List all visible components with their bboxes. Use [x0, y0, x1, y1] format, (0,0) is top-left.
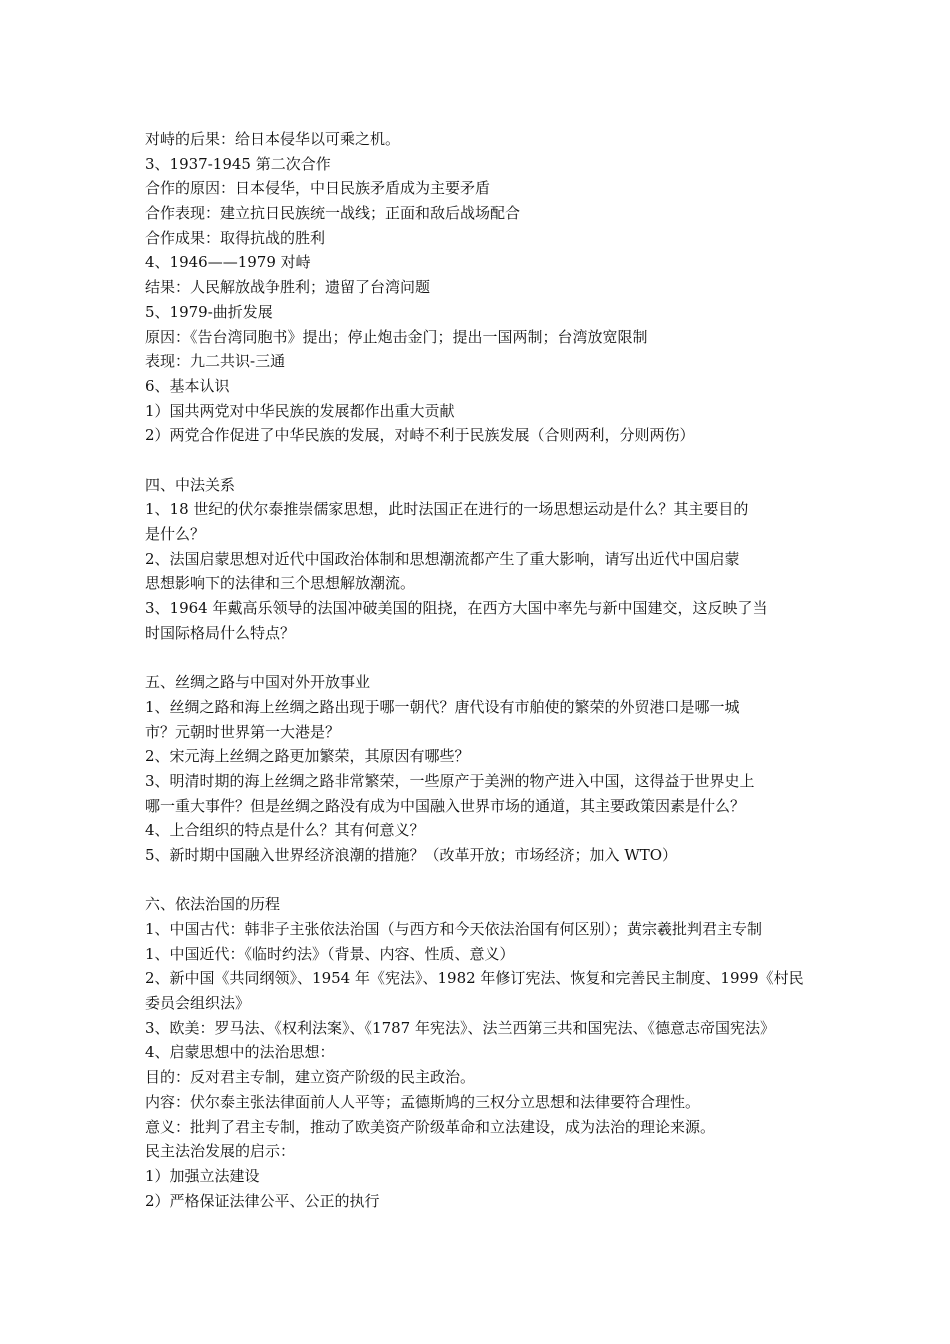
text-line: 意义：批判了君主专制，推动了欧美资产阶级革命和立法建设，成为法治的理论来源。 [145, 1117, 716, 1136]
text-line: 合作成果：取得抗战的胜利 [145, 228, 326, 247]
document-body [145, 127, 815, 1213]
text-line: 对峙的后果：给日本侵华以可乘之机。 [145, 130, 401, 148]
text-line: 表现：九二共识-三通 [145, 352, 286, 371]
text-line: 结果：人民解放战争胜利；遗留了台湾问题 [145, 278, 431, 297]
text-line: 是什么？ [145, 525, 206, 543]
text-line: 2）两党合作促进了中华民族的发展，对峙不利于民族发展（合则两利，分则两伤） [145, 426, 695, 445]
text-line: 4、1946——1979 对峙 [145, 253, 311, 272]
text-line: 六、依法治国的历程 [145, 895, 281, 914]
text-line: 合作的原因：日本侵华，中日民族矛盾成为主要矛盾 [145, 179, 491, 198]
text-line: 2、新中国《共同纲领》、1954 年《宪法》、1982 年修订宪法、恢复和完善民主制度、1999《村民 [145, 969, 804, 988]
blank-line [145, 448, 815, 473]
text-line: 思想影响下的法律和三个思想解放潮流。 [145, 574, 416, 593]
text-line: 委员会组织法》 [145, 994, 251, 1013]
text-line: 3、1937-1945 第二次合作 [145, 154, 331, 173]
text-line: 4、启蒙思想中的法治思想： [145, 1043, 335, 1062]
text-line: 1）加强立法建设 [145, 1166, 260, 1185]
text-line: 1）国共两党对中华民族的发展都作出重大贡献 [145, 401, 455, 420]
text-line: 1、丝绸之路和海上丝绸之路出现于哪一朝代？唐代设有市舶使的繁荣的外贸港口是哪一城 [145, 697, 740, 716]
text-line: 1、中国古代：韩非子主张依法治国（与西方和今天依法治国有何区别）；黄宗羲批判君主专制 [145, 920, 763, 938]
blank-line [145, 645, 815, 670]
text-line: 民主法治发展的启示： [145, 1142, 296, 1161]
text-line: 1、18 世纪的伏尔泰推崇儒家思想，此时法国正在进行的一场思想运动是什么？其主要目的 [145, 500, 749, 519]
text-line: 5、新时期中国融入世界经济浪潮的措施？（改革开放；市场经济；加入 WTO） [145, 845, 678, 864]
text-line: 6、基本认识 [145, 376, 230, 395]
text-line: 原因：《告台湾同胞书》提出；停止炮击金门；提出一国两制；台湾放宽限制 [145, 327, 648, 346]
text-line: 1、中国近代：《临时约法》（背景、内容、性质、意义） [145, 944, 515, 963]
text-line: 哪一重大事件？但是丝绸之路没有成为中国融入世界市场的通道，其主要政策因素是什么？ [145, 796, 746, 815]
text-line: 3、欧美：罗马法、《权利法案》、《1787 年宪法》、法兰西第三共和国宪法、《德意志帝国宪法》 [145, 1018, 775, 1037]
text-line: 3、1964 年戴高乐领导的法国冲破美国的阻挠，在西方大国中率先与新中国建交，这反映了当 [145, 599, 768, 618]
text-line: 合作表现：建立抗日民族统一战线；正面和敌后战场配合 [145, 204, 521, 223]
text-line: 2、宋元海上丝绸之路更加繁荣，其原因有哪些？ [145, 747, 470, 766]
text-line: 四、中法关系 [145, 475, 236, 494]
text-line: 目的：反对君主专制，建立资产阶级的民主政治。 [145, 1068, 476, 1087]
text-line: 4、上合组织的特点是什么？其有何意义？ [145, 821, 425, 840]
text-line: 五、丝绸之路与中国对外开放事业 [145, 673, 371, 692]
blank-line [145, 868, 815, 893]
text-line: 5、1979-曲折发展 [145, 302, 273, 321]
text-line: 市？元朝时世界第一大港是？ [145, 722, 341, 741]
text-line: 3、明清时期的海上丝绸之路非常繁荣，一些原产于美洲的物产进入中国，这得益于世界史上 [145, 771, 755, 790]
text-line: 时国际格局什么特点？ [145, 623, 296, 642]
text-line: 2、法国启蒙思想对近代中国政治体制和思想潮流都产生了重大影响，请写出近代中国启蒙 [145, 549, 740, 568]
text-line: 内容：伏尔泰主张法律面前人人平等；孟德斯鸠的三权分立思想和法律要符合理性。 [145, 1092, 701, 1111]
text-line: 2）严格保证法律公平、公正的执行 [145, 1191, 380, 1210]
